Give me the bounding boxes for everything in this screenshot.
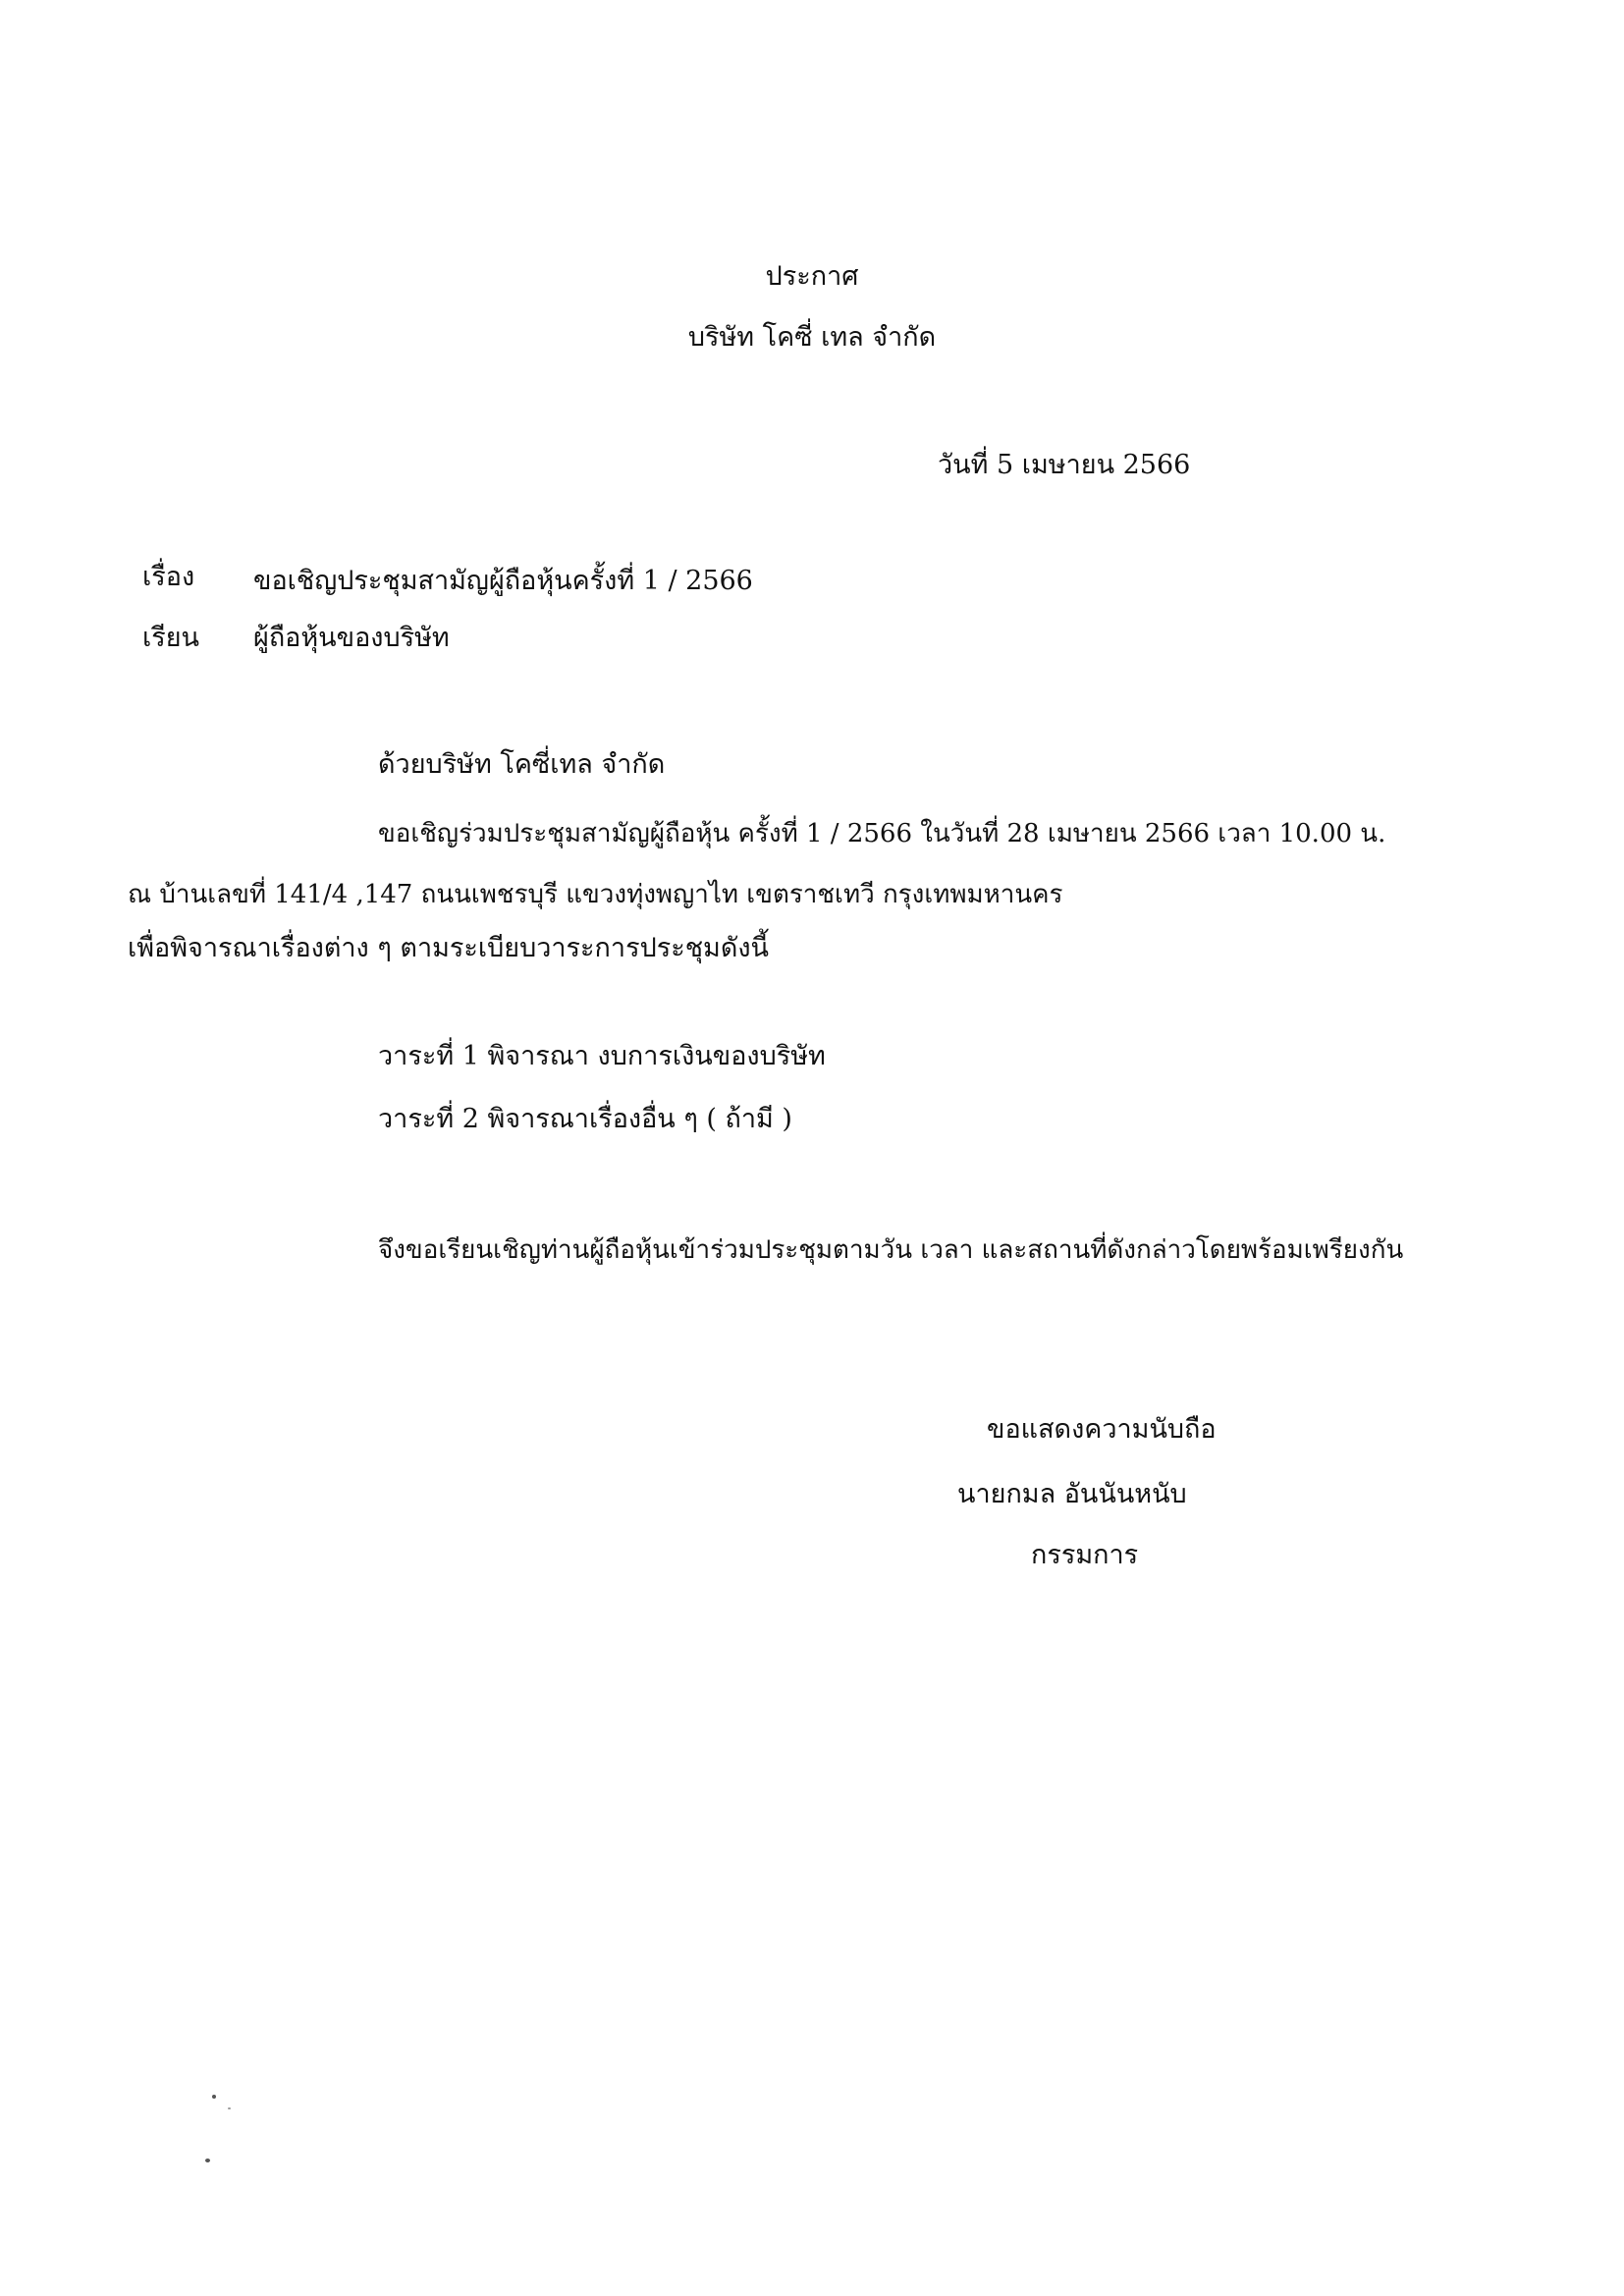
signature-name: นายกมล อันนันหนับ — [957, 1479, 1187, 1509]
announcement-title: ประกาศ — [765, 261, 859, 292]
recipient-label: เรียน — [142, 623, 200, 653]
subject-label: เรื่อง — [142, 562, 195, 592]
signature-regards: ขอแสดงความนับถือ — [987, 1414, 1217, 1445]
signature-position: กรรมการ — [1031, 1540, 1139, 1570]
agenda-item-1: วาระที่ 1 พิจารณา งบการเงินของบริษัท — [378, 1041, 826, 1071]
body-line-2: ขอเชิญร่วมประชุมสามัญผู้ถือหุ้น ครั้งที่ 1 / 2566 ในวันที่ 28 เมษายน 2566 เวลา 10.00 น. — [378, 819, 1386, 848]
document-date: วันที่ 5 เมษายน 2566 — [938, 450, 1191, 480]
scan-speck — [205, 2159, 210, 2162]
body-line-3: ณ บ้านเลขที่ 141/4 ,147 ถนนเพชรบุรี แขวงทุ่งพญาไท เขตราชเทวี กรุงเทพมหานคร — [128, 880, 1063, 909]
recipient-text: ผู้ถือหุ้นของบริษัท — [253, 623, 450, 653]
scan-speck — [212, 2095, 216, 2099]
scan-speck — [228, 2107, 231, 2109]
body-line-4: เพื่อพิจารณาเรื่องต่าง ๆ ตามระเบียบวาระการประชุมดังนี้ — [128, 933, 770, 963]
subject-text: ขอเชิญประชุมสามัญผู้ถือหุ้นครั้งที่ 1 / 2566 — [253, 566, 753, 596]
closing-paragraph: จึงขอเรียนเชิญท่านผู้ถือหุ้นเข้าร่วมประชุมตามวัน เวลา และสถานที่ดังกล่าวโดยพร้อมเพรียงกัน — [378, 1235, 1404, 1265]
agenda-item-2: วาระที่ 2 พิจารณาเรื่องอื่น ๆ ( ถ้ามี ) — [378, 1104, 792, 1134]
body-line-1: ด้วยบริษัท โคซี่เทล จำกัด — [378, 749, 666, 780]
company-name: บริษัท โคซี่ เทล จำกัด — [687, 322, 937, 353]
